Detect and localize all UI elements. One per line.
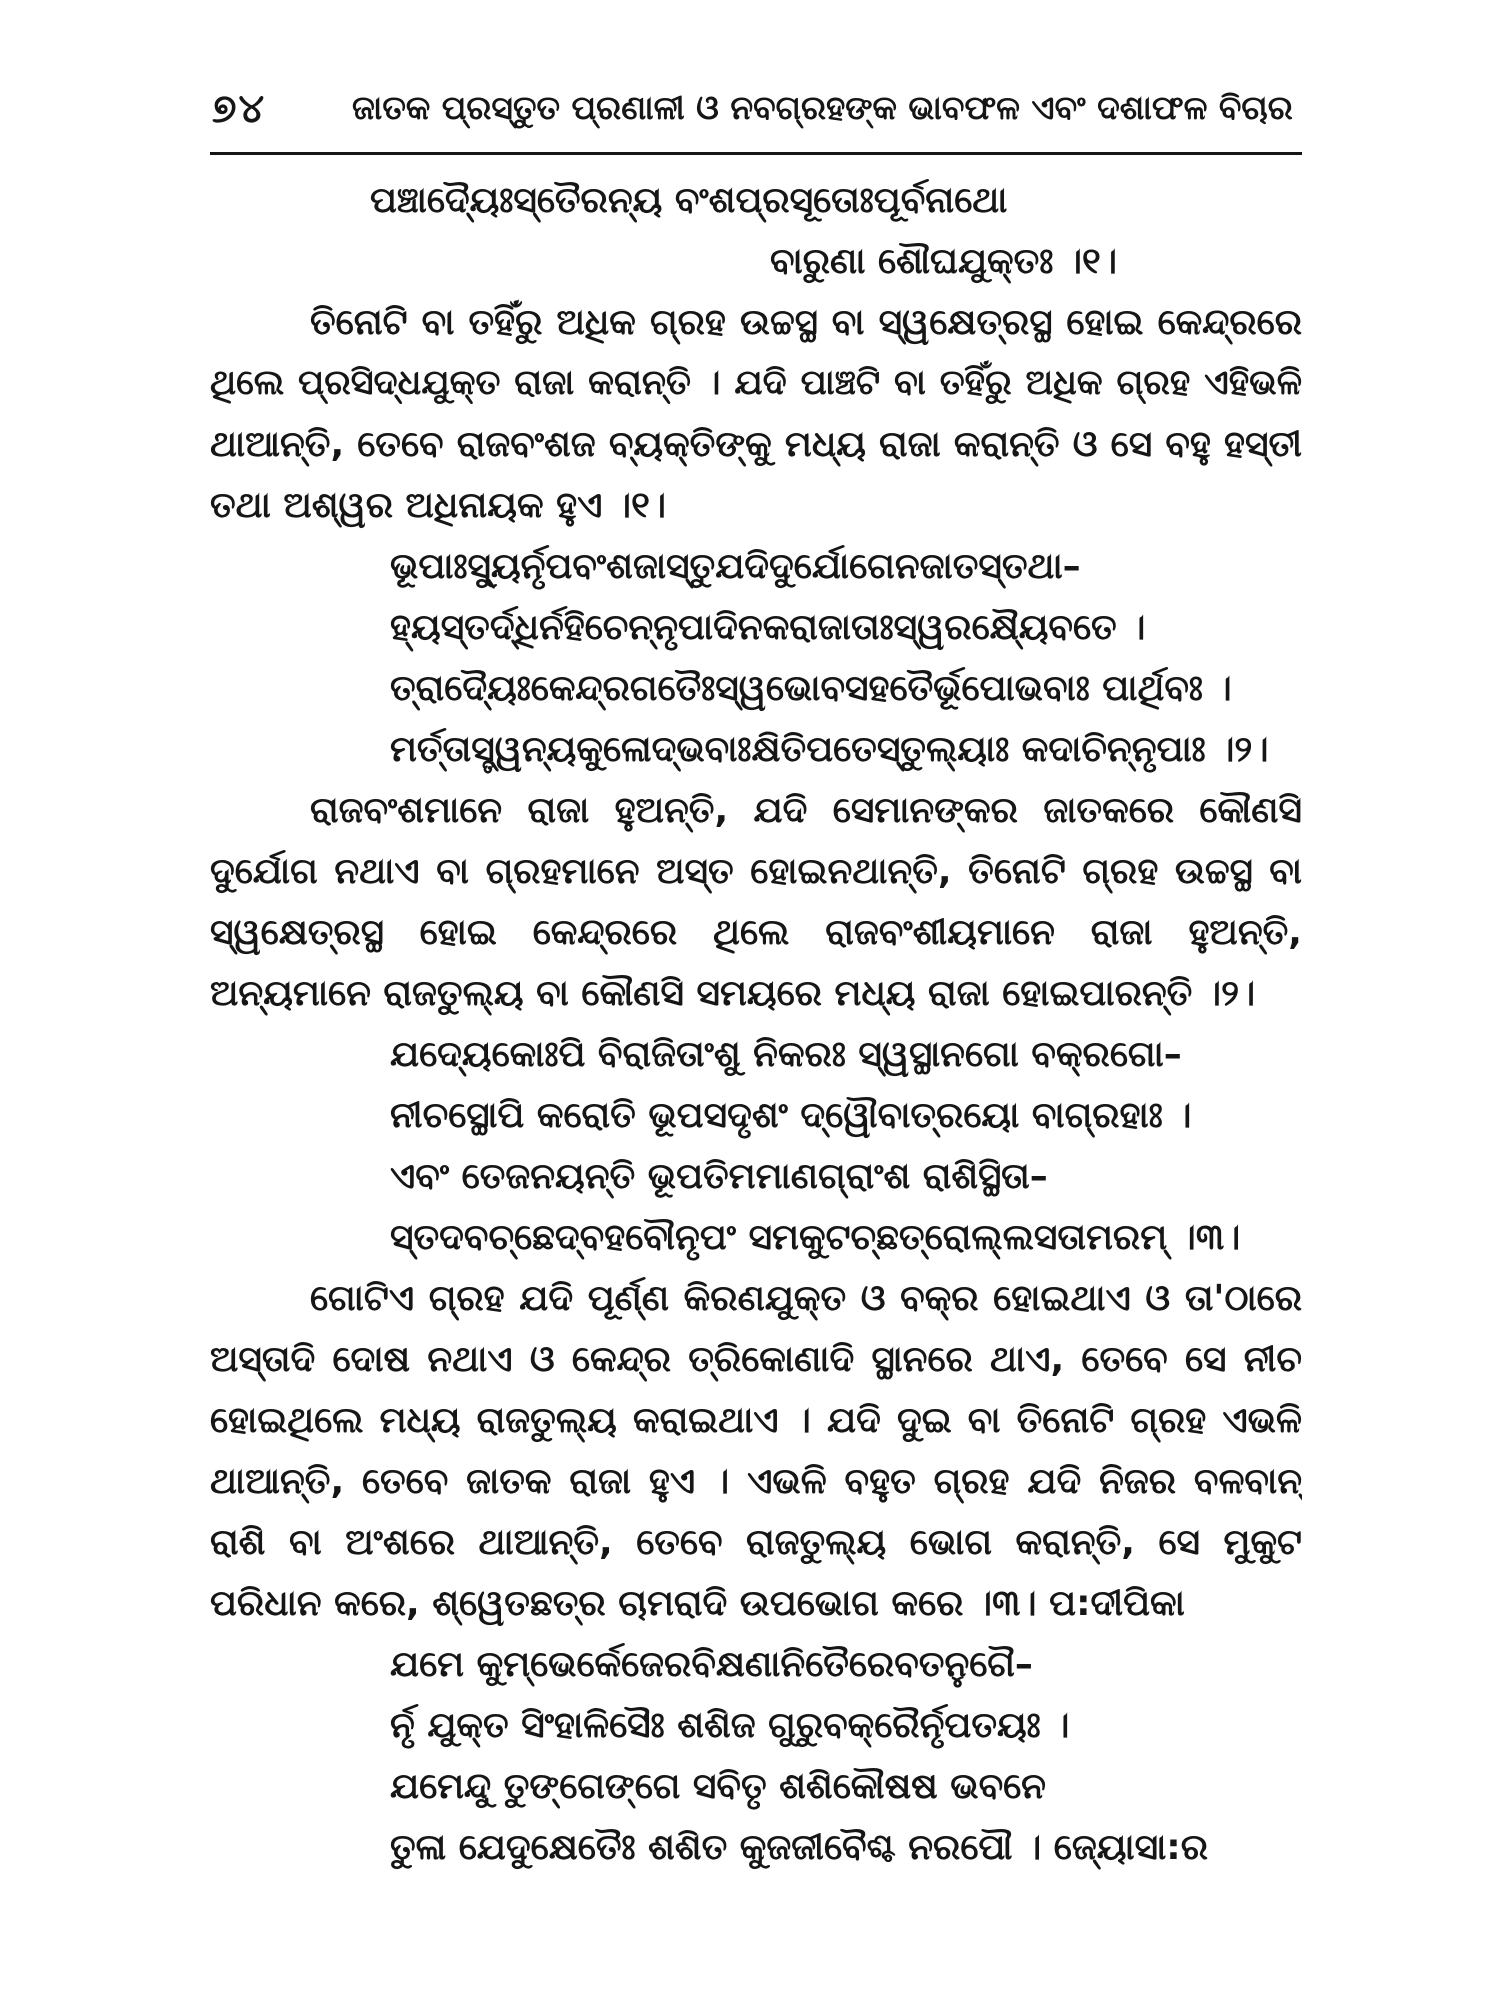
prose-line: ଗୋଟିଏ ଗ୍ରହ ଯଦି ପୂର୍ଣ୍ଣ କିରଣଯୁକ୍ତ ଓ ବକ୍ର ହୋଇଥାଏ ଓ ତା'ଠାରେ [310, 1278, 1302, 1319]
verse-line: ର୍ନୃ ଯୁକ୍ତ ସିଂହାଳିସୈଃ ଶଶିଜ ଗୁରୁବକ୍ରୈର୍ନୃପତୟଃ । [390, 1705, 1070, 1746]
verse-line: ଭୂପାଃସ୍ୟୁର୍ନୃପବଂଶଜାସ୍ତୁଯଦିଦୁର୍ଯୋଗେନଜାତସ୍ତଥା– [390, 546, 1081, 587]
verse-line: ଯମେ କୁମ୍ଭେର୍କେଜେରବିକ୍ଷଣାନିତୈରେବତନୁଗୈ– [390, 1644, 1033, 1685]
sanskrit-verse [210, 1024, 1302, 1268]
page-number: ୭୪ [212, 86, 267, 132]
page-header [212, 82, 1302, 152]
prose-line: ସ୍ୱକ୍ଷେତ୍ରସ୍ଥ ହୋଇ କେନ୍ଦ୍ରରେ ଥିଲେ ରାଜବଂଶୀୟମାନେ ରାଜା ହୁଅନ୍ତି, [210, 912, 1302, 953]
sanskrit-verse [210, 1634, 1302, 1878]
odia-prose-paragraph [210, 292, 1302, 536]
prose-line: ରାଶି ବା ଅଂଶରେ ଥାଆନ୍ତି, ତେବେ ରାଜତୁଲ୍ୟ ଭୋଗ କରାନ୍ତି, ସେ ମୁକୁଟ [210, 1522, 1302, 1563]
verse-line: ନୀଚସ୍ଥୋପି କରୋତି ଭୂପସଦୃଶଂ ଦ୍ୱୌବାତ୍ରୟୋ ବାଗ୍ରହାଃ । [390, 1095, 1192, 1136]
verse-line: ପଞ୍ଚାଦ୍ୟୈଃସ୍ତୈରନ୍ୟ ବଂଶପ୍ରସୂତୋଃପୂର୍ବନାଥୋ [370, 180, 1008, 221]
prose-line: ପରିଧାନ କରେ, ଶ୍ୱେତଛତ୍ର ଚାମରାଦି ଉପଭୋଗ କରେ ।୩। ପ:ଦୀପିକା [210, 1583, 1185, 1624]
sanskrit-verse [210, 536, 1302, 780]
header-rule [210, 152, 1302, 155]
prose-line: ତିନୋଟି ବା ତହିଁରୁ ଅଧିକ ଗ୍ରହ ଉଚ୍ଚସ୍ଥ ବା ସ୍ୱକ୍ଷେତ୍ରସ୍ଥ ହୋଇ କେନ୍ଦ୍ରରେ [310, 302, 1302, 343]
prose-line: ଅସ୍ତାଦି ଦୋଷ ନଥାଏ ଓ କେନ୍ଦ୍ର ତ୍ରିକୋଣାଦି ସ୍ଥାନରେ ଥାଏ, ତେବେ ସେ ନୀଚ [210, 1339, 1302, 1380]
prose-line: ଥାଆନ୍ତି, ତେବେ ଜାତକ ରାଜା ହୁଏ । ଏଭଳି ବହୁତ ଗ୍ରହ ଯଦି ନିଜର ବଳବାନ୍ [210, 1461, 1302, 1502]
verse-line: ତ୍ରାଦ୍ୟୈଃକେନ୍ଦ୍ରଗତୈଃସ୍ୱଭୋବସହତୈର୍ଭୂପୋଭବାଃ ପାର୍ଥିବଃ । [390, 668, 1232, 709]
odia-prose-paragraph [210, 780, 1302, 1024]
prose-line: ଥିଲେ ପ୍ରସିଦ୍ଧଯୁକ୍ତ ରାଜା କରାନ୍ତି । ଯଦି ପାଞ୍ଚଟି ବା ତହିଁରୁ ଅଧିକ ଗ୍ରହ ଏହିଭଳି [210, 363, 1302, 403]
prose-line: ତଥା ଅଶ୍ୱର ଅଧିନାୟକ ହୁଏ ।୧। [210, 485, 667, 526]
prose-line: ଅନ୍ୟମାନେ ରାଜତୁଲ୍ୟ ବା କୌଣସି ସମୟରେ ମଧ୍ୟ ରାଜା ହୋଇପାରନ୍ତି ।୨। [210, 973, 1256, 1014]
running-title: ଜାତକ ପ୍ରସ୍ତୁତ ପ୍ରଣାଳୀ ଓ ନବଗ୍ରହଙ୍କ ଭାବଫଳ ଏବଂ ଦଶାଫଳ ବିଚାର [352, 88, 1293, 127]
verse-line: ଏବଂ ତେଜନୟନ୍ତି ଭୂପତିମମାଣଗ୍ରାଂଶ ରାଶିସ୍ଥିତା– [390, 1156, 1048, 1197]
sanskrit-verse [210, 170, 1302, 292]
verse-line: ମର୍ତ୍ତାସ୍ତ୍ୱନ୍ୟକୁଳୋଦ୍ଭବାଃକ୍ଷିତିପତେସ୍ତୁଲ୍ୟାଃ କଦାଚିନ୍ନୃପାଃ ।୨। [390, 729, 1269, 770]
verse-line: ସ୍ତଦବଚ୍ଛେଦ୍‌ବହବୌନୃପଂ ସମକୁଟଚ୍ଛତ୍ରୋଲ୍ଲସତାମରମ୍ ।୩। [390, 1217, 1241, 1258]
verse-line: ତୁଳା ଯେଦୁକ୍ଷେତୈଃ ଶଶିତ କୁଜଜୀବୈଶ୍ଚ ନରପୌ । ଜ୍ୟୋସା:ର [390, 1827, 1208, 1868]
verse-line: ଯମେନ୍ଦୁ ତୁଙ୍ଗେଙ୍ଗେ ସବିତୃ ଶଶିକୌଷଷ ଭବନେ [390, 1766, 1046, 1807]
verse-line: ହ୍ୟସ୍ତର୍ଦ୍ଧିର୍ନହିଚେନ୍ନୃପାଦିନକରାଜାତାଃସ୍ୱରକ୍ଷ୍ୟୈବତେ । [390, 607, 1146, 648]
prose-line: ହୋଇଥିଲେ ମଧ୍ୟ ରାଜତୁଲ୍ୟ କରାଇଥାଏ । ଯଦି ଦୁଇ ବା ତିନୋଟି ଗ୍ରହ ଏଭଳି [210, 1400, 1302, 1441]
prose-line: ରାଜବଂଶମାନେ ରାଜା ହୁଅନ୍ତି, ଯଦି ସେମାନଙ୍କର ଜାତକରେ କୌଣସି [310, 790, 1302, 831]
odia-prose-paragraph [210, 1268, 1302, 1634]
page-body [210, 170, 1302, 1878]
prose-line: ଦୁର୍ଯୋଗ ନଥାଏ ବା ଗ୍ରହମାନେ ଅସ୍ତ ହୋଇନଥାନ୍ତି, ତିନୋଟି ଗ୍ରହ ଉଚ୍ଚସ୍ଥ ବା [210, 851, 1302, 892]
verse-line: ବାରୁଣା ଶୌଘଯୁକ୍ତଃ ।୧। [770, 241, 1118, 282]
verse-line: ଯଦ୍ୟେକୋଃପି ବିରାଜିତାଂଶୁ ନିକରଃ ସ୍ୱସ୍ଥାନଗୋ ବକ୍ରଗୋ– [390, 1034, 1182, 1075]
prose-line: ଥାଆନ୍ତି, ତେବେ ରାଜବଂଶଜ ବ୍ୟକ୍ତିଙ୍କୁ ମଧ୍ୟ ରାଜା କରାନ୍ତି ଓ ସେ ବହୁ ହସ୍ତୀ [210, 424, 1302, 465]
